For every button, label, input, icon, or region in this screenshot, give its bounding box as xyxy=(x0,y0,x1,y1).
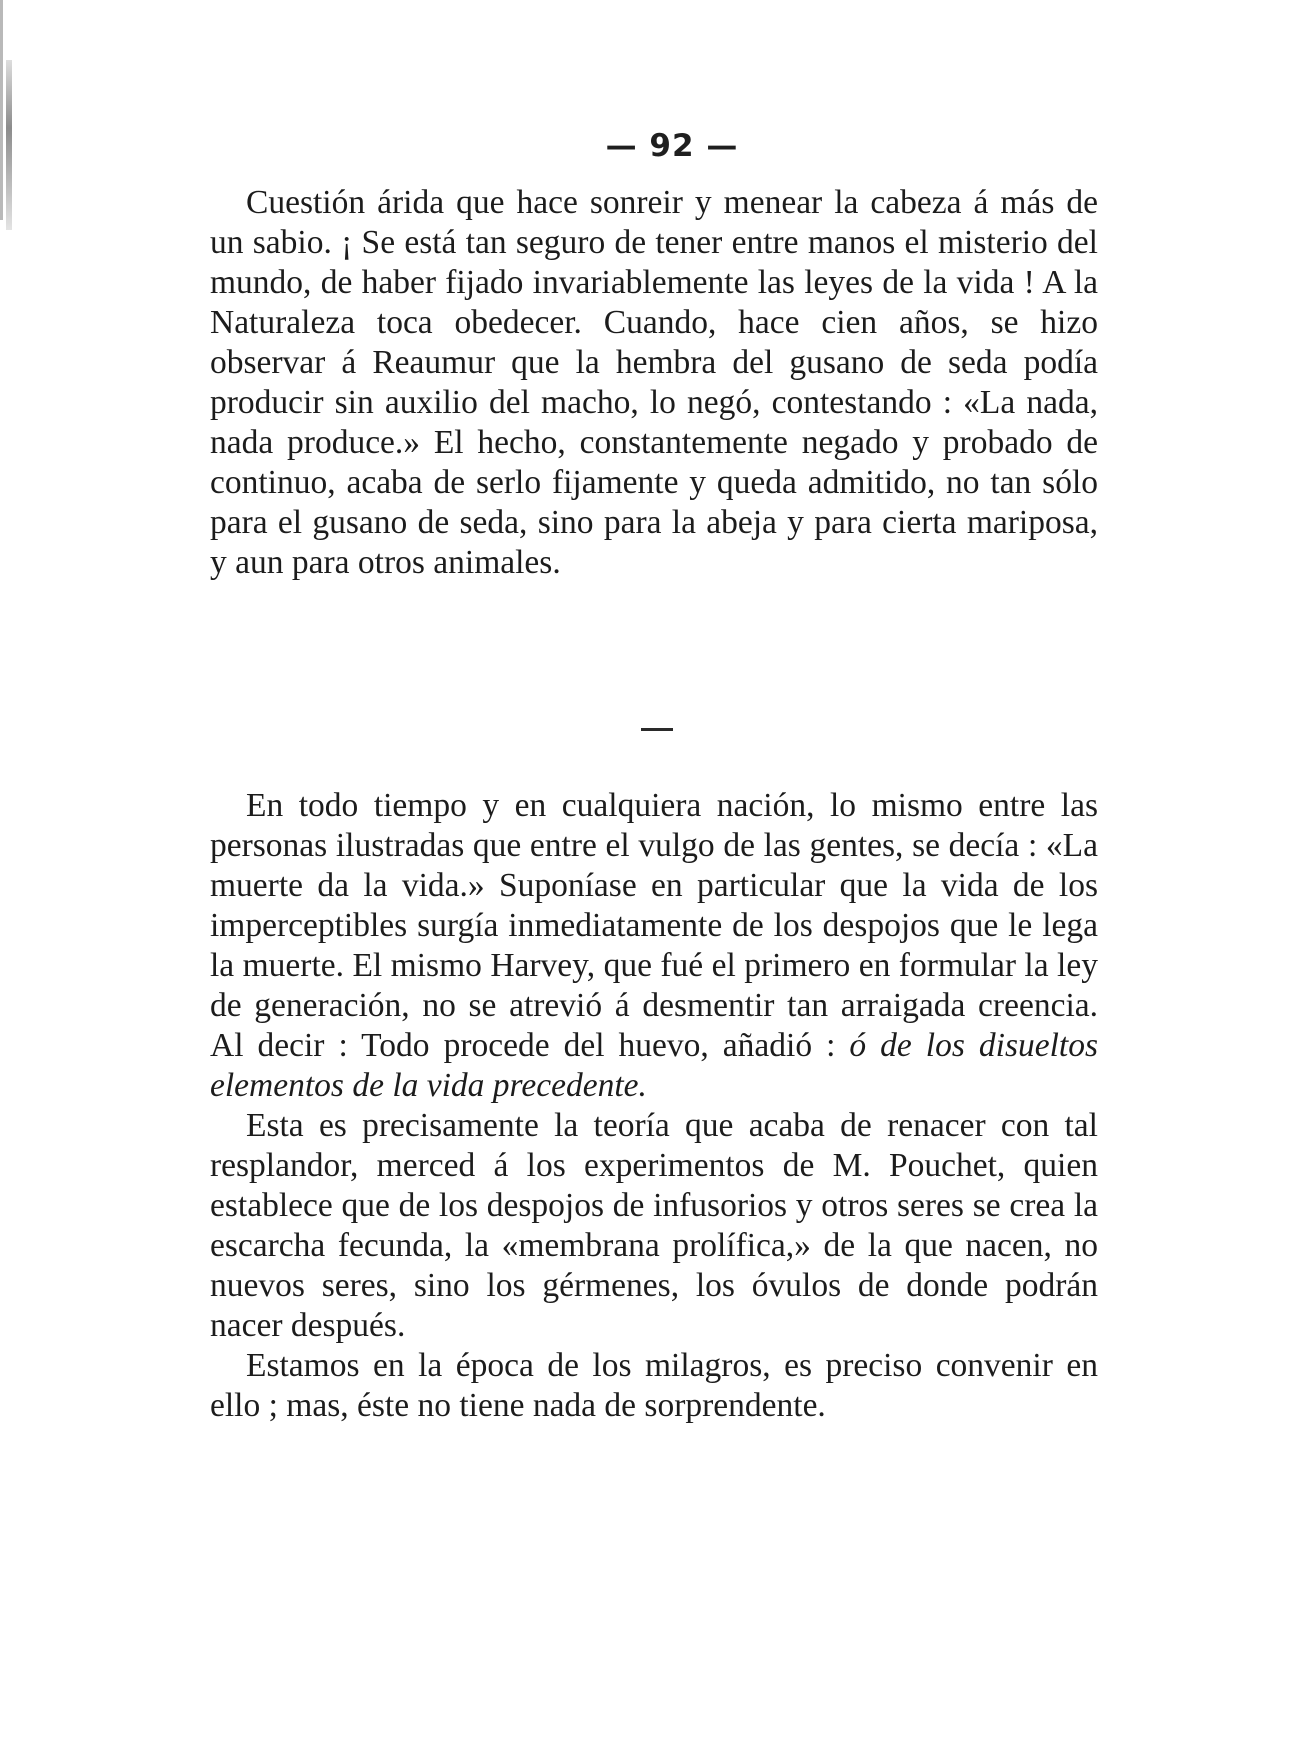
page-number: — 92 — xyxy=(605,128,739,164)
paragraph-harvey xyxy=(210,786,1098,1106)
paragraph: Cuestión árida que hace sonreir y menear la cabeza á más de un sabio. ¡ Se está tan seguro de tener entre manos el misterio del mundo, de haber fijado invariablemente las leyes de la vida ! A la Naturaleza toca obedecer. Cuando, hace cien años, se hizo observar á Reaumur que la hembra del gusano de seda podía producir sin auxilio del macho, lo negó, contestando : «La nada, nada produce.» El hecho, constantemente negado y probado de continuo, acaba de serlo fijamente y queda admitido, no tan sólo para el gusano de seda, sino para la abeja y para cierta mariposa, y aun para otros animales. xyxy=(210,184,1098,581)
section-2 xyxy=(210,786,1098,1426)
paragraph-pouchet: Esta es precisamente la teoría que acaba de renacer con tal resplandor, merced á los experimentos de M. Pouchet, quien establece que de los despojos de infusorios y otros seres se crea la escarcha fecunda, la «membrana prolífica,» de la que nacen, no nuevos seres, sino los gérmenes, los óvulos de donde podrán nacer después. xyxy=(210,1107,1098,1344)
paragraph-milagros: Estamos en la época de los milagros, es preciso convenir en ello ; mas, éste no tiene nada de sorprendente. xyxy=(210,1347,1098,1424)
section-separator xyxy=(641,728,673,731)
section-1 xyxy=(210,183,1098,583)
paragraph-text: En todo tiempo y en cualquiera nación, lo mismo entre las personas ilustradas que entre el vulgo de las gentes, se decía : «La muerte da la vida.» Suponíase en particular que la vida de los imperceptibles surgía inmediatamente de los despojos que le lega la muerte. El mismo Harvey, que fué el primero en formular la ley de generación, no se atrevió á desmentir tan arraigada creencia. Al decir : Todo procede del huevo, añadió : xyxy=(210,787,1098,1064)
scan-edge-mark xyxy=(0,0,3,220)
italic-quote: ó de los disueltos elementos de la vida precedente. xyxy=(210,1027,1099,1104)
